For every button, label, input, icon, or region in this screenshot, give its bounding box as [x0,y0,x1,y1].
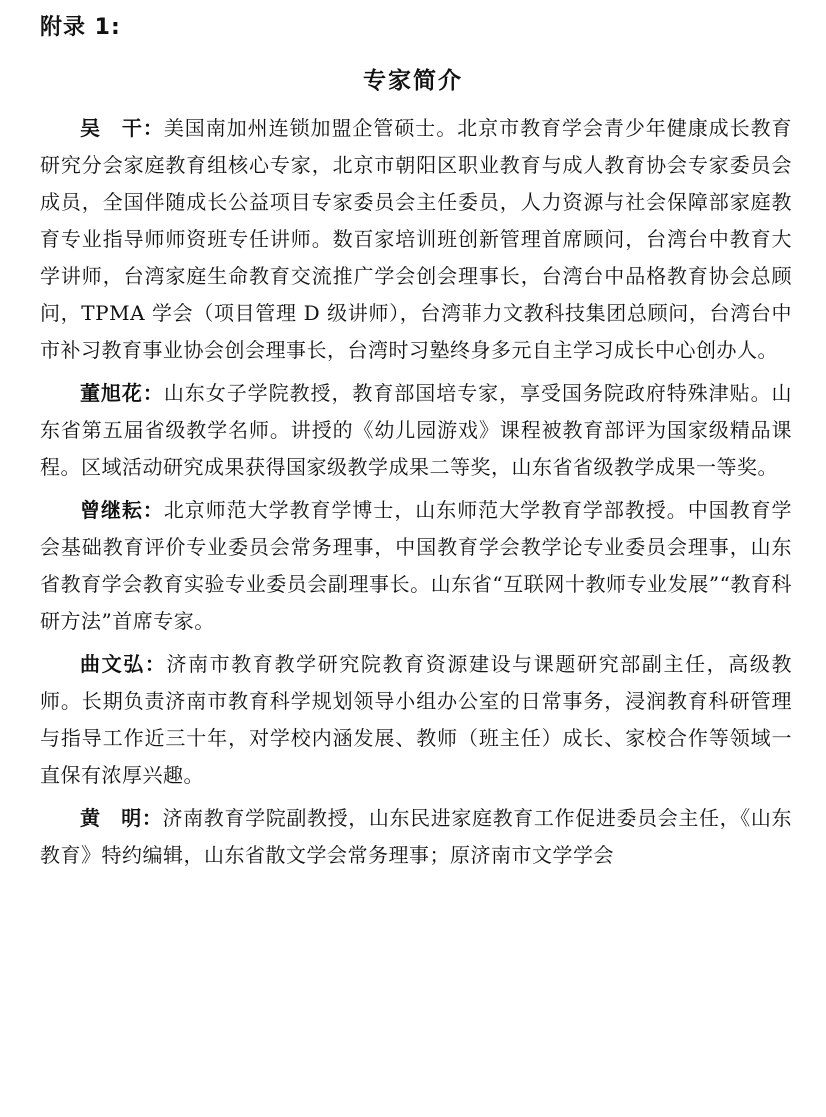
bio-text: 济南市教育教学研究院教育资源建设与课题研究部副主任，高级教师。长期负责济南市教育科学规划领导小组办公室的日常事务，浸润教育科研管理与指导工作近三十年，对学校内涵发展、教师（班主任）成长、家校合作等领域一直保有浓厚兴趣。 [40,652,792,787]
bio-name: 吴 干 [80,116,143,140]
bio-paragraph-qu-wenhong [40,646,792,794]
bio-separator: ： [144,652,167,676]
bio-name: 董旭花 [80,381,143,405]
bio-text: 美国南加州连锁加盟企管硕士。北京市教育学会青少年健康成长教育研究分会家庭教育组核心专家，北京市朝阳区职业教育与成人教育协会专家委员会成员，全国伴随成长公益项目专家委员会主任委员，人力资源与社会保障部家庭教育专业指导师师资班专任讲师。数百家培训班创新管理首席顾问，台湾台中教育大学讲师，台湾家庭生命教育交流推广学会创会理事长，台湾台中品格教育协会总顾问，TPMA 学会（项目管理 D 级讲师），台湾菲力文教科技集团总顾问，台湾台中市补习教育事业协会创会理事长，台湾时习塾终身多元自主学习成长中心创办人。 [40,116,793,362]
bio-separator: ： [141,806,163,830]
expert-bios [40,110,792,874]
bio-paragraph-zeng-jiyun [40,492,792,640]
bio-paragraph-wu-gan [40,110,792,369]
bio-text: 北京师范大学教育学博士，山东师范大学教育学部教授。中国教育学会基础教育评价专业委员会常务理事，中国教育学会教学论专业委员会理事，山东省教育学会教育实验专业委员会副理事长。山东省“互联网十教师专业发展”“教育科研方法”首席专家。 [40,498,793,633]
bio-separator: ： [142,498,164,522]
bio-name: 曾继耘 [80,498,143,522]
bio-separator: ： [142,381,164,405]
bio-paragraph-dong-xuhua [40,375,792,486]
bio-paragraph-huang-ming [40,800,792,874]
bio-name: 黄 明 [80,806,142,830]
bio-separator: ： [142,116,164,140]
bio-name: 曲文弘 [80,652,145,676]
appendix-label: 附录 1: [40,15,121,40]
bio-text: 山东女子学院教授，教育部国培专家，享受国务院政府特殊津贴。山东省第五届省级教学名师。讲授的《幼儿园游戏》课程被教育部评为国家级精品课程。区域活动研究成果获得国家级教学成果二等奖，山东省省级教学成果一等奖。 [40,381,793,479]
bio-text: 济南教育学院副教授，山东民进家庭教育工作促进委员会主任，《山东教育》特约编辑，山东省散文学会常务理事；原济南市文学学会 [40,806,793,867]
page-title: 专家简介 [363,68,463,94]
